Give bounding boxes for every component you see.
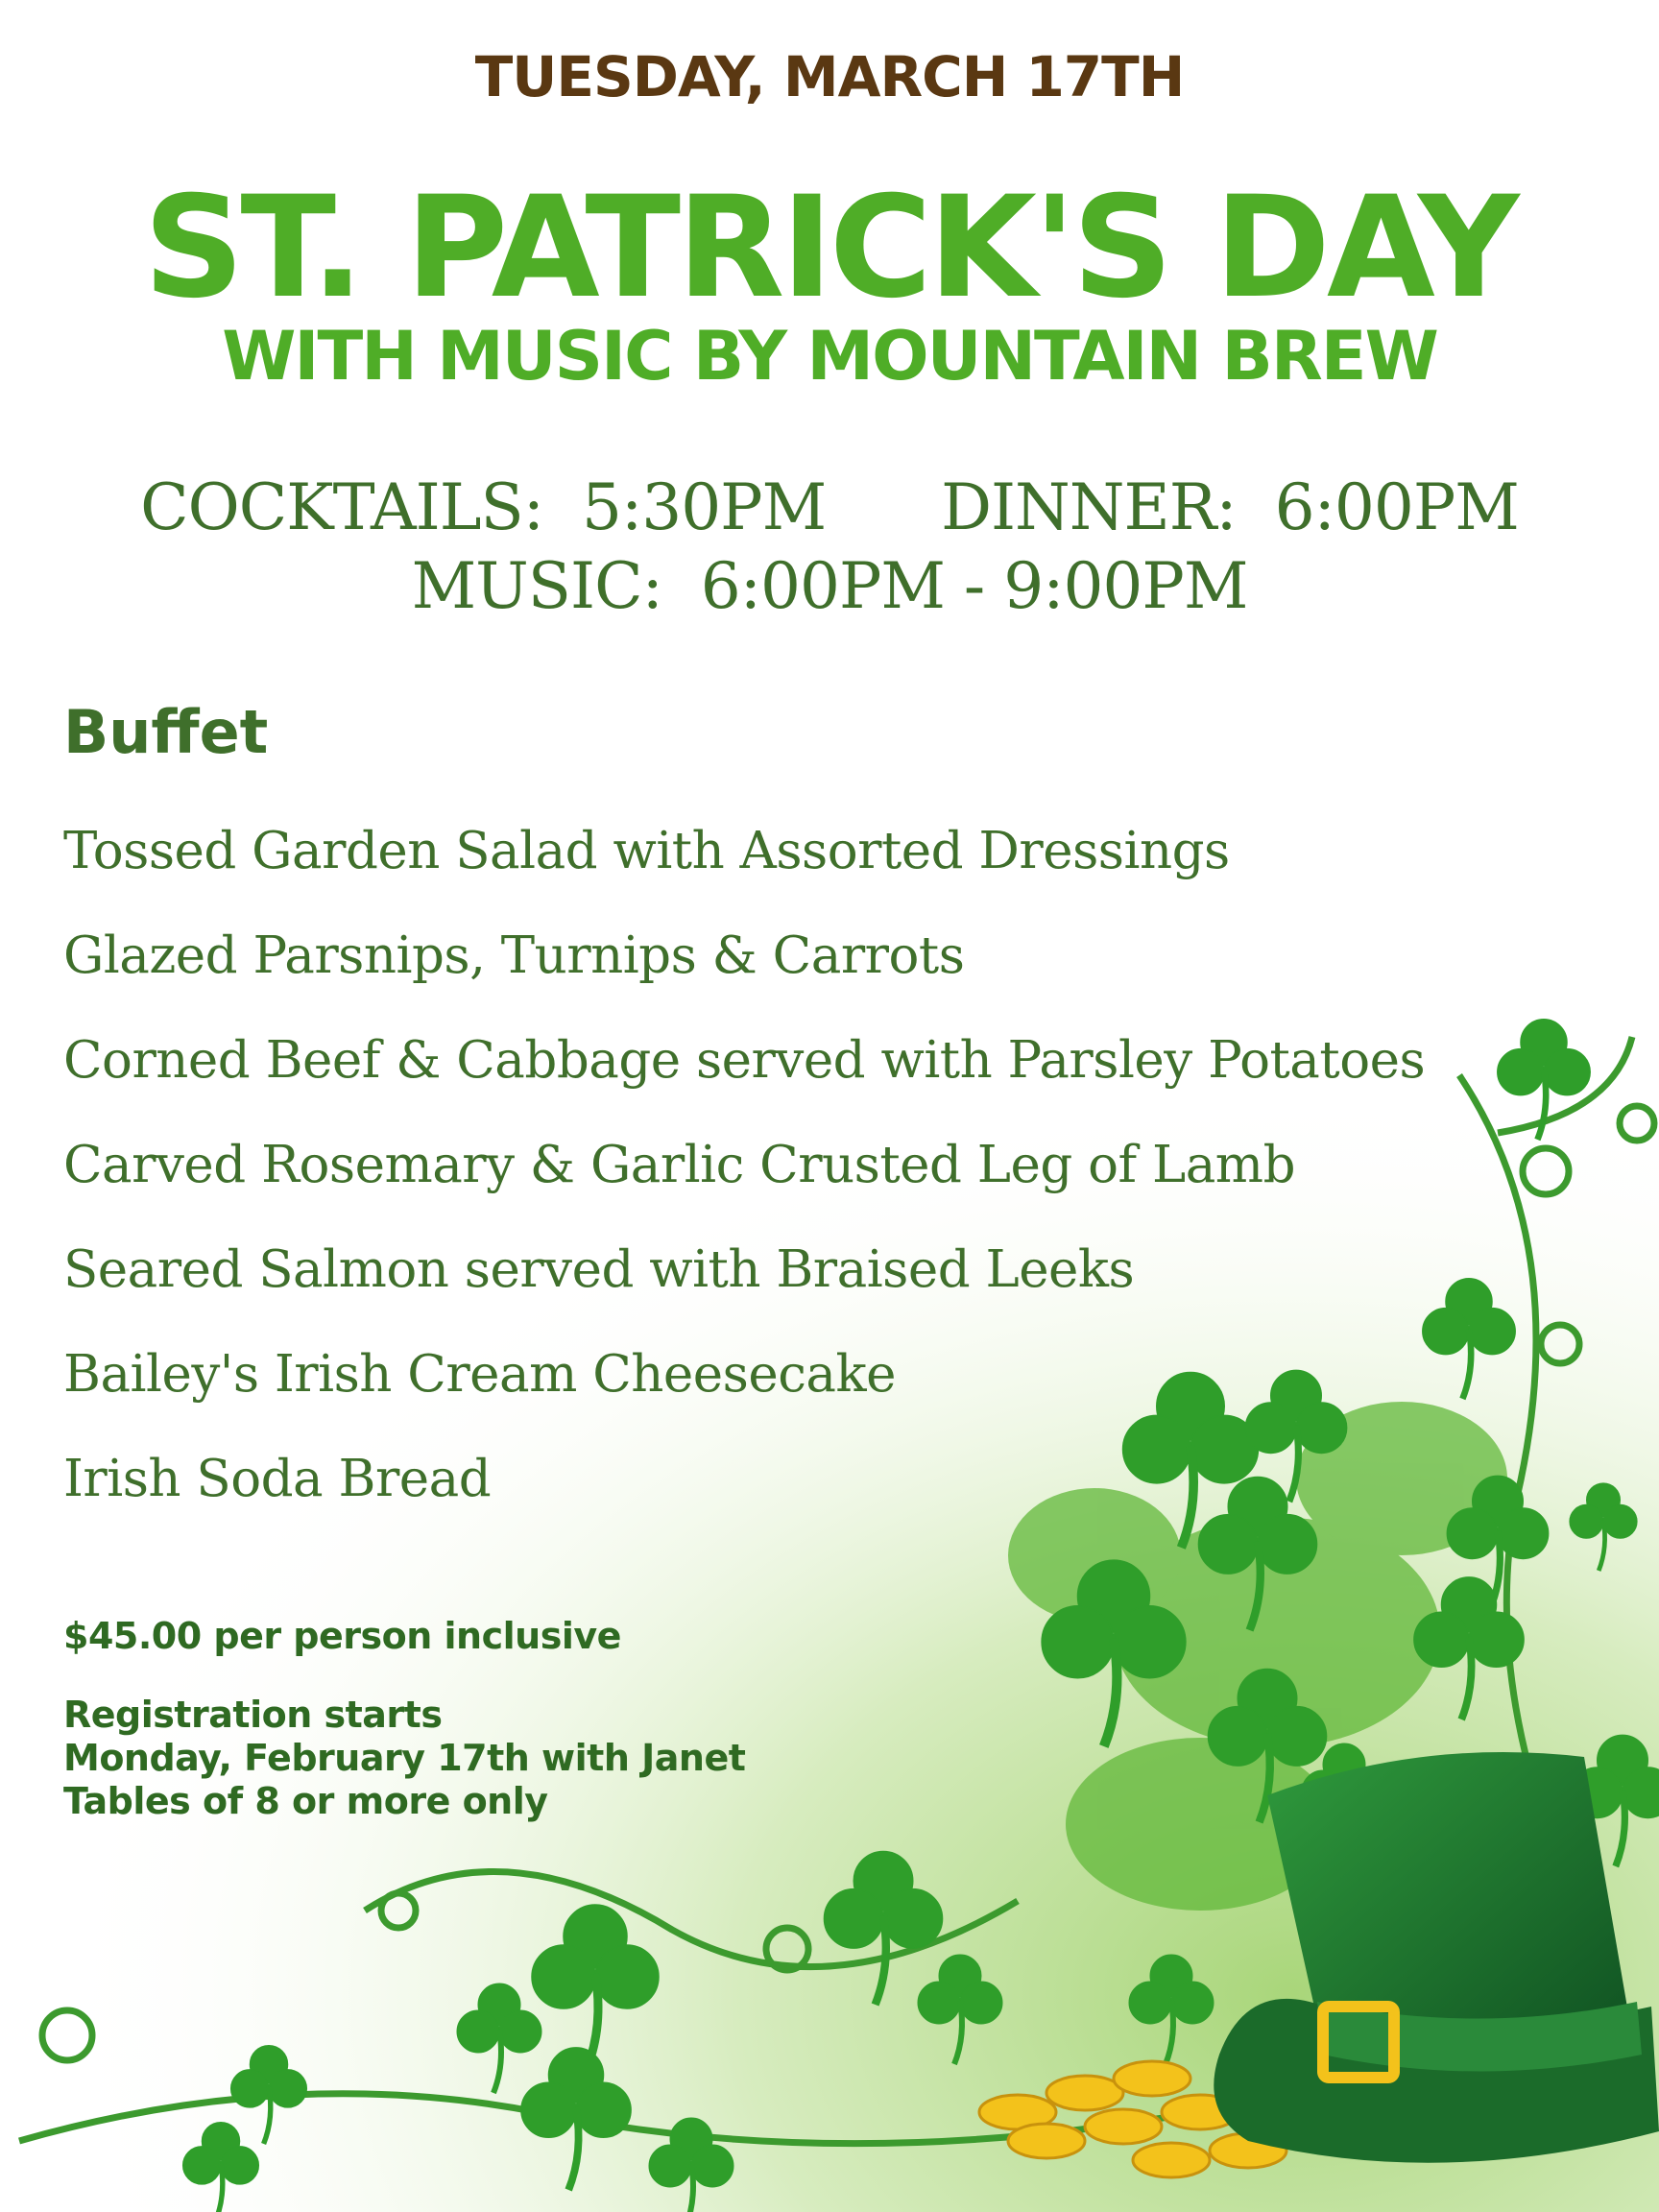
event-date: TUESDAY, MARCH 17TH — [474, 44, 1185, 109]
buffet-menu-list — [63, 818, 1425, 1551]
buffet-heading: Buffet — [63, 697, 269, 767]
event-subtitle: WITH MUSIC BY MOUNTAIN BREW — [222, 317, 1437, 396]
menu-item: Seared Salmon served with Braised Leeks — [63, 1240, 1135, 1299]
event-title: ST. PATRICK'S DAY — [143, 166, 1516, 329]
menu-item: Glazed Parsnips, Turnips & Carrots — [63, 926, 965, 985]
cocktails-time: COCKTAILS: 5:30PM — [140, 470, 827, 544]
registration-info — [63, 1694, 745, 1823]
menu-item: Tossed Garden Salad with Assorted Dressings — [63, 822, 1230, 880]
price-info: $45.00 per person inclusive — [63, 1615, 621, 1657]
menu-item: Carved Rosemary & Garlic Crusted Leg of Lamb — [63, 1136, 1295, 1194]
music-time: MUSIC: 6:00PM - 9:00PM — [411, 549, 1248, 623]
registration-line: Tables of 8 or more only — [63, 1780, 548, 1822]
schedule-line-1 — [0, 470, 1659, 544]
registration-line: Monday, February 17th with Janet — [63, 1737, 746, 1779]
dinner-time: DINNER: 6:00PM — [941, 470, 1519, 544]
menu-item: Corned Beef & Cabbage served with Parsley Potatoes — [63, 1031, 1426, 1090]
menu-item: Bailey's Irish Cream Cheesecake — [63, 1345, 896, 1404]
menu-item: Irish Soda Bread — [63, 1450, 492, 1508]
registration-line: Registration starts — [63, 1694, 443, 1736]
